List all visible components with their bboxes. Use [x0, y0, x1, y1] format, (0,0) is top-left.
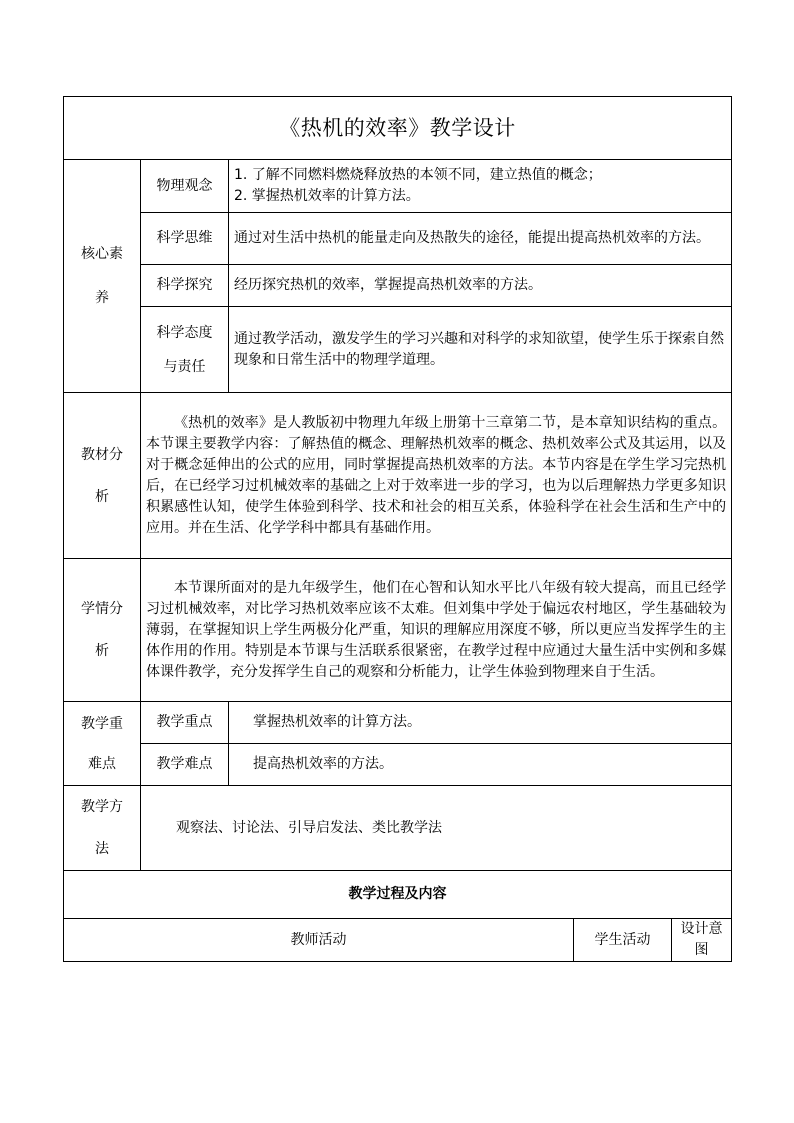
scientific-inquiry-label: 科学探究	[141, 265, 229, 307]
scientific-inquiry-content: 经历探究热机的效率，掌握提高热机效率的方法。	[229, 265, 732, 307]
teaching-methods-content: 观察法、讨论法、引导启发法、类比教学法	[141, 786, 732, 871]
key-point-content: 掌握热机效率的计算方法。	[229, 702, 732, 744]
difficult-point-content: 提高热机效率的方法。	[229, 744, 732, 786]
teaching-methods-label-text: 教学方法	[81, 799, 123, 857]
student-analysis-label	[64, 559, 141, 702]
key-point-label: 教学重点	[141, 702, 229, 744]
physics-concept-label: 物理观念	[141, 160, 229, 213]
student-analysis-content: 本节课所面对的是九年级学生，他们在心智和认知水平比八年级有较大提高，而且已经学习过机械效率，对比学习热机效率应该不太难。但刘集中学处于偏远农村地区，学生基础较为薄弱，在掌握知识上学生两极分化严重，知识的理解应用深度不够，所以更应当发挥学生的主体作用的作用。特别是本节课与生活联系很紧密，在教学过程中应通过大量生活中实例和多媒体课件教学，充分发挥学生自己的观察和分析能力，让学生体验到物理来自于生活。	[141, 559, 732, 702]
student-activity-header: 学生活动	[574, 919, 672, 962]
core-literacy-label-text: 核心素养	[81, 246, 123, 306]
student-analysis-label-text: 学情分析	[81, 601, 123, 659]
attitude-responsibility-label-text: 科学态度与责任	[156, 324, 213, 375]
key-difficult-label-text: 教学重难点	[81, 715, 123, 772]
key-difficult-label	[64, 702, 141, 786]
document-title: 《热机的效率》教学设计	[64, 97, 732, 160]
textbook-analysis-label-text: 教材分析	[81, 446, 123, 505]
scientific-thinking-label: 科学思维	[141, 213, 229, 265]
design-intent-header: 设计意图	[672, 919, 732, 962]
textbook-analysis-label	[64, 393, 141, 559]
core-literacy-label	[64, 160, 141, 393]
teaching-methods-label	[64, 786, 141, 871]
attitude-responsibility-label	[141, 307, 229, 393]
lesson-plan-table	[63, 96, 732, 962]
textbook-analysis-content: 《热机的效率》是人教版初中物理九年级上册第十三章第二节，是本章知识结构的重点。本节课主要教学内容：了解热值的概念、理解热机效率的概念、热机效率公式及其运用，以及对于概念延伸出的公式的应用，同时掌握提高热机效率的方法。本节内容是在学生学习完热机后，在已经学习过机械效率的基础之上对于效率进一步的学习，也为以后理解热力学更多知识积累感性认知，使学生体验到科学、技术和社会的相互关系，体验科学在社会生活和生产中的应用。并在生活、化学学科中都具有基础作用。	[141, 393, 732, 559]
physics-concept-text: 1. 了解不同燃料燃烧释放热的本领不同，建立热值的概念； 2. 掌握热机效率的计算方法。	[234, 167, 602, 204]
physics-concept-content	[229, 160, 732, 213]
process-heading: 教学过程及内容	[64, 871, 732, 919]
scientific-thinking-content: 通过对生活中热机的能量走向及热散失的途径，能提出提高热机效率的方法。	[229, 213, 732, 265]
teacher-activity-header: 教师活动	[64, 919, 574, 962]
attitude-responsibility-content: 通过教学活动，激发学生的学习兴趣和对科学的求知欲望，使学生乐于探索自然现象和日常生活中的物理学道理。	[229, 307, 732, 393]
difficult-point-label: 教学难点	[141, 744, 229, 786]
